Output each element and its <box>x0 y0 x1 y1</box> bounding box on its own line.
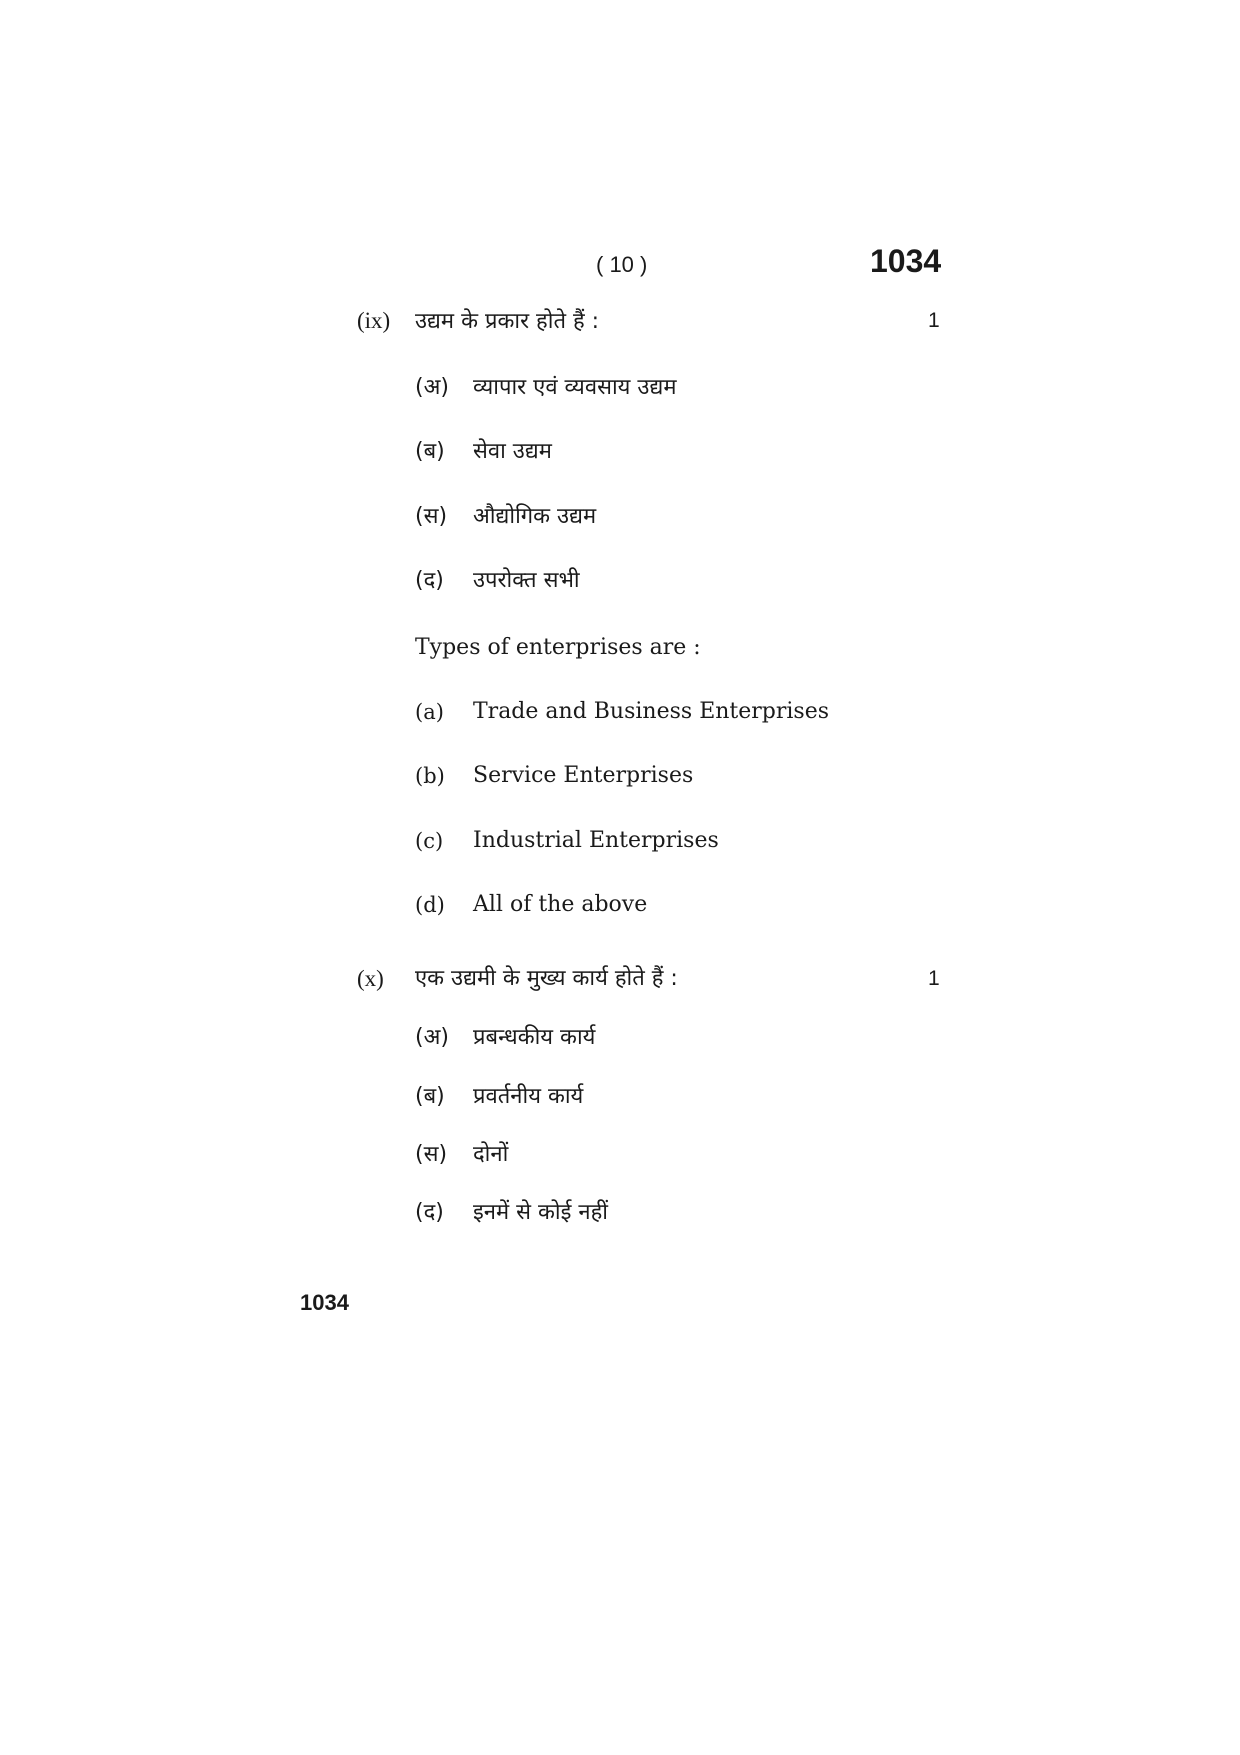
option-text: All of the above <box>473 892 648 917</box>
option-label: (स) <box>415 1142 448 1167</box>
option-text: Service Enterprises <box>473 763 694 788</box>
option-text: दोनों <box>473 1142 509 1167</box>
option-label: (अ) <box>415 1025 449 1050</box>
option-text: इनमें से कोई नहीं <box>473 1200 609 1225</box>
option-label: (द) <box>415 568 444 593</box>
option-text: Trade and Business Enterprises <box>473 699 830 724</box>
option-label: (b) <box>415 764 445 788</box>
paper-code-header: 1034 <box>870 243 942 279</box>
option-label: (द) <box>415 1200 444 1225</box>
question-text-hindi: उद्यम के प्रकार होते हैं : <box>415 309 600 334</box>
option-label: (ब) <box>415 439 445 464</box>
option-text: औद्योगिक उद्यम <box>473 504 597 529</box>
question-marks: 1 <box>928 967 940 990</box>
question-number: (x) <box>357 966 384 991</box>
option-text: सेवा उद्यम <box>473 439 552 464</box>
option-label: (स) <box>415 504 448 529</box>
option-text: प्रबन्धकीय कार्य <box>473 1025 596 1050</box>
option-text: व्यापार एवं व्यवसाय उद्यम <box>473 375 677 400</box>
question-text-english: Types of enterprises are : <box>415 635 701 660</box>
question-text-hindi: एक उद्यमी के मुख्य कार्य होते हैं : <box>415 966 678 991</box>
option-label: (ब) <box>415 1084 445 1109</box>
option-text: Industrial Enterprises <box>473 828 719 853</box>
option-label: (d) <box>415 893 445 917</box>
option-label: (अ) <box>415 375 449 400</box>
question-marks: 1 <box>928 309 940 332</box>
question-number: (ix) <box>357 308 391 333</box>
option-label: (a) <box>415 700 444 724</box>
option-text: उपरोक्त सभी <box>473 568 580 593</box>
option-text: प्रवर्तनीय कार्य <box>473 1084 584 1109</box>
option-label: (c) <box>415 829 444 853</box>
page-number: ( 10 ) <box>596 252 648 277</box>
paper-code-footer: 1034 <box>300 1290 349 1315</box>
